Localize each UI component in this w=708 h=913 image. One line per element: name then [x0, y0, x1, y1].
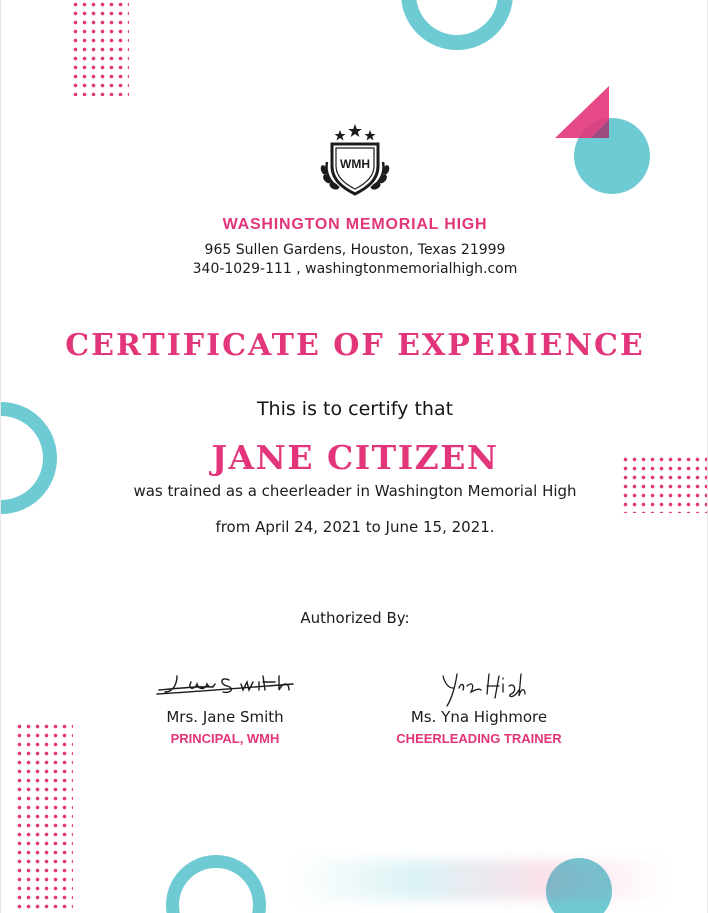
svg-text:Yna High: Yna High	[437, 670, 442, 671]
teal-ring-top	[401, 0, 513, 50]
certify-line: This is to certify that	[256, 398, 454, 420]
certificate-title: CERTIFICATE OF EXPERIENCE	[65, 328, 645, 363]
signature-yna-high	[437, 670, 527, 710]
teal-ring-bottom	[166, 855, 266, 913]
svg-text:Jane Smith: Jane Smith	[151, 668, 157, 669]
certificate-period: from April 24, 2021 to June 15, 2021.	[215, 518, 495, 536]
star-icon	[335, 130, 346, 141]
signatory-principal	[115, 708, 335, 746]
faded-band-bottom	[291, 860, 671, 900]
signatory-role: PRINCIPAL, WMH	[170, 731, 280, 746]
recipient-name: JANE CITIZEN	[211, 438, 499, 477]
school-contact: 340-1029-111 , washingtonmemorialhigh.com	[192, 261, 518, 277]
signatory-trainer	[369, 708, 589, 746]
star-icon	[348, 124, 362, 137]
svg-text:WMH: WMH	[340, 157, 370, 171]
signature-jane-smith	[151, 668, 301, 700]
signatory-name: Ms. Yna Highmore	[410, 708, 548, 726]
signatory-name: Mrs. Jane Smith	[166, 708, 284, 726]
school-crest-logo	[315, 122, 395, 198]
school-name: WASHINGTON MEMORIAL HIGH	[222, 216, 488, 233]
authorized-by-label: Authorized By:	[300, 609, 410, 627]
certificate-description: was trained as a cheerleader in Washington Memorial High	[133, 482, 577, 500]
signatory-role: CHEERLEADING TRAINER	[396, 731, 562, 746]
triangle-circle-decoration	[551, 84, 655, 196]
school-address: 965 Sullen Gardens, Houston, Texas 21999	[204, 242, 506, 258]
star-icon	[365, 130, 376, 141]
dot-grid-bottom-left	[15, 722, 73, 913]
dot-grid-top-left	[71, 0, 129, 96]
